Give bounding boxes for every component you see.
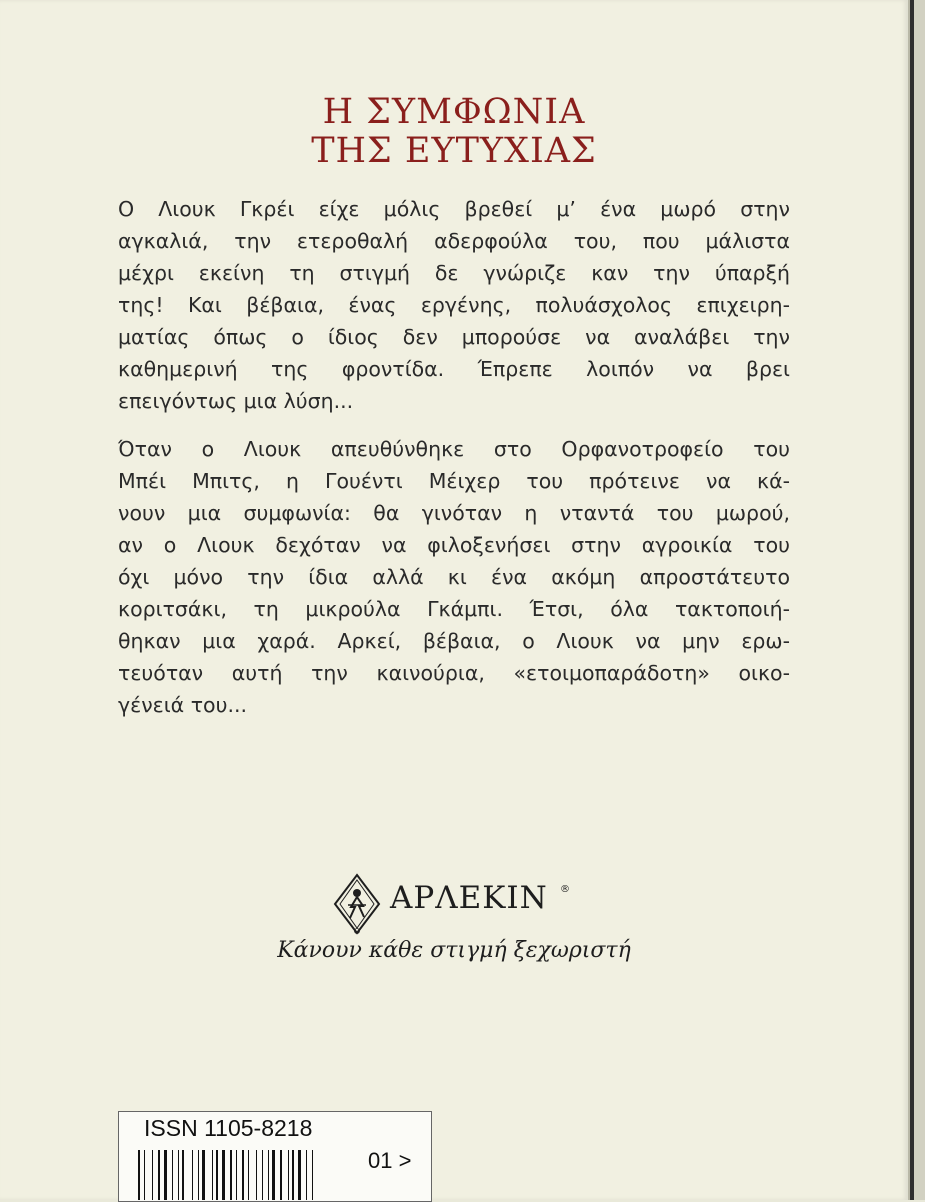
- barcode-bar: [242, 1150, 244, 1200]
- addon-arrow: >: [398, 1148, 412, 1173]
- blurb-line: όχι μόνο την ίδια αλλά κι ένα ακόμη απροστάτευτο: [118, 565, 790, 589]
- barcode-bar: [216, 1150, 218, 1200]
- barcode-addon: [368, 1148, 411, 1174]
- addon-number: 01: [368, 1148, 393, 1173]
- book-edge: [910, 0, 925, 1200]
- blurb-line: Μπέι Μπιτς, η Γουέντι Μέιχερ του πρότεινε να κά-: [118, 469, 790, 493]
- blurb-line: καθημερινή της φροντίδα. Έπρεπε λοιπόν να βρει: [118, 357, 790, 381]
- blurb-line: της! Και βέβαια, ένας εργένης, πολυάσχολος επιχειρη-: [118, 293, 790, 317]
- book-title-line1: Η ΣΥΜΦΩΝΙΑ: [322, 92, 586, 132]
- blurb-line: γένειά του...: [118, 693, 248, 717]
- barcode-bar: [272, 1150, 275, 1200]
- barcode-bar: [262, 1150, 263, 1200]
- barcode-bar: [192, 1150, 193, 1200]
- blurb-line: επειγόντως μια λύση...: [118, 389, 354, 413]
- blurb-line: νουν μια συμφωνία: θα γινόταν η νταντά του μωρού,: [118, 501, 790, 525]
- blurb-line: αγκαλιά, την ετεροθαλή αδερφούλα του, που μάλιστα: [118, 229, 790, 253]
- barcode-bar: [152, 1150, 153, 1200]
- barcode-bar: [144, 1150, 145, 1200]
- barcode-bar: [268, 1150, 269, 1200]
- barcode-bar: [298, 1150, 301, 1200]
- barcode-bar: [212, 1150, 213, 1200]
- blurb-line: Ο Λιουκ Γκρέι είχε μόλις βρεθεί μ’ ένα μωρό στην: [118, 197, 790, 221]
- barcode-bar: [288, 1150, 289, 1200]
- barcode-bar: [248, 1150, 249, 1200]
- blurb-paragraph-2: [118, 433, 790, 721]
- publisher-name: ΑΡΛΕΚΙΝ: [390, 880, 548, 916]
- blurb-paragraph-1: [118, 193, 790, 417]
- issn-label: ISSN 1105-8218: [144, 1115, 313, 1141]
- blurb-line: μέχρι εκείνη τη στιγμή δε γνώριζε καν την ύπαρξή: [118, 261, 790, 285]
- blurb-line: αν ο Λιουκ δεχόταν να φιλοξενήσει στην αγροικία του: [118, 533, 790, 557]
- barcode-bar: [306, 1150, 307, 1200]
- barcode-bar: [138, 1150, 140, 1200]
- barcode-bar: [182, 1150, 184, 1200]
- barcode-bar: [178, 1150, 179, 1200]
- barcode-bar: [312, 1150, 313, 1200]
- blurb-line: τευόταν αυτή την καινούρια, «ετοιμοπαράδοτη» οικο-: [118, 661, 790, 685]
- barcode-bar: [230, 1150, 232, 1200]
- blurb-line: θηκαν μια χαρά. Αρκεί, βέβαια, ο Λιουκ να μην ερω-: [118, 629, 790, 653]
- book-title-line2: ΤΗΣ ΕΥΤΥΧΙΑΣ: [311, 131, 597, 171]
- harlequin-diamond-icon: [333, 873, 381, 935]
- barcode-bar: [198, 1150, 199, 1200]
- barcode-bar: [222, 1150, 225, 1200]
- barcode-bar: [236, 1150, 237, 1200]
- blurb-line: Όταν ο Λιουκ απευθύνθηκε στο Ορφανοτροφείο του: [118, 437, 790, 461]
- blurb-line: ματίας όπως ο ίδιος δεν μπορούσε να αναλάβει την: [118, 325, 790, 349]
- barcode-bar: [256, 1150, 257, 1200]
- barcode-bar: [164, 1150, 167, 1200]
- barcode-bar: [280, 1150, 282, 1200]
- barcode-bar: [292, 1150, 294, 1200]
- barcode-bar: [202, 1150, 205, 1200]
- barcode-bar: [172, 1150, 173, 1200]
- barcode: [138, 1150, 360, 1200]
- blurb-line: κοριτσάκι, τη μικρούλα Γκάμπι. Έτσι, όλα τακτοποιή-: [118, 597, 790, 621]
- barcode-bar: [158, 1150, 160, 1200]
- registered-mark: ®: [560, 884, 570, 895]
- publisher-tagline: Κάνουν κάθε στιγμή ξεχωριστή: [277, 938, 631, 963]
